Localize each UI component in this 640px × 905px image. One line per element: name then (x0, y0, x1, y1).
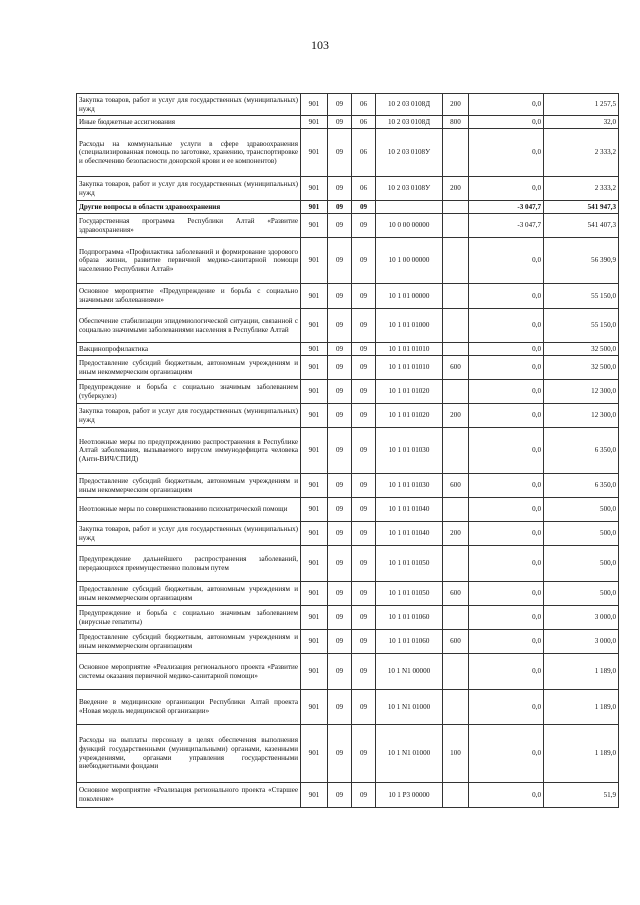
row-name: Обеспечение стабилизации эпидемиологической ситуации, связанной с социально значимыми заболеваниями населения в Республике Алтай (77, 309, 301, 343)
table-row (77, 380, 619, 404)
row-expense-type-code: 800 (443, 116, 469, 129)
row-subsection-code: 09 (352, 654, 376, 690)
row-subsection-code: 09 (352, 309, 376, 343)
row-change-amount: 0,0 (469, 522, 544, 546)
table-row (77, 606, 619, 630)
row-subsection-code: 09 (352, 238, 376, 284)
row-section-code: 09 (328, 129, 352, 177)
row-total-amount: 2 333,2 (544, 129, 619, 177)
table-row (77, 522, 619, 546)
row-name: Закупка товаров, работ и услуг для государственных (муниципальных) нужд (77, 94, 301, 116)
row-change-amount: -3 047,7 (469, 214, 544, 238)
row-change-amount: 0,0 (469, 725, 544, 783)
row-grbs-code: 901 (301, 546, 328, 582)
row-expense-type-code (443, 783, 469, 808)
row-change-amount: 0,0 (469, 546, 544, 582)
table-row (77, 725, 619, 783)
table-row (77, 201, 619, 214)
row-total-amount: 500,0 (544, 546, 619, 582)
row-subsection-code: 06 (352, 116, 376, 129)
row-expense-type-code: 600 (443, 630, 469, 654)
row-name: Основное мероприятие «Предупреждение и борьба с социально значимыми заболеваниями» (77, 284, 301, 309)
row-expense-type-code (443, 380, 469, 404)
row-section-code: 09 (328, 654, 352, 690)
row-name: Основное мероприятие «Реализация регионального проекта «Развитие системы оказания первичной медико-санитарной помощи» (77, 654, 301, 690)
row-section-code: 09 (328, 177, 352, 201)
row-change-amount: 0,0 (469, 498, 544, 522)
row-grbs-code: 901 (301, 690, 328, 725)
row-section-code: 09 (328, 474, 352, 498)
row-name: Предоставление субсидий бюджетным, автономным учреждениям и иным некоммерческим организациям (77, 474, 301, 498)
row-total-amount: 500,0 (544, 582, 619, 606)
row-target-article-code: 10 2 03 0108Д (376, 116, 443, 129)
row-target-article-code: 10 1 01 01020 (376, 404, 443, 428)
row-grbs-code: 901 (301, 783, 328, 808)
row-section-code: 09 (328, 546, 352, 582)
row-change-amount: 0,0 (469, 309, 544, 343)
row-target-article-code: 10 1 01 01010 (376, 356, 443, 380)
row-change-amount: 0,0 (469, 474, 544, 498)
row-target-article-code: 10 1 01 01000 (376, 309, 443, 343)
row-section-code: 09 (328, 284, 352, 309)
row-expense-type-code (443, 428, 469, 474)
row-total-amount: 55 150,0 (544, 309, 619, 343)
row-change-amount: 0,0 (469, 343, 544, 356)
row-grbs-code: 901 (301, 498, 328, 522)
row-total-amount: 500,0 (544, 498, 619, 522)
row-change-amount: 0,0 (469, 428, 544, 474)
row-subsection-code: 09 (352, 284, 376, 309)
row-target-article-code: 10 2 03 0108У (376, 177, 443, 201)
row-expense-type-code: 600 (443, 582, 469, 606)
table-row (77, 94, 619, 116)
row-grbs-code: 901 (301, 201, 328, 214)
row-expense-type-code: 200 (443, 404, 469, 428)
row-expense-type-code (443, 654, 469, 690)
row-section-code: 09 (328, 238, 352, 284)
row-grbs-code: 901 (301, 356, 328, 380)
row-name: Расходы на коммунальные услуги в сфере здравоохранения (специализированная помощь по заготовке, хранению, транспортировке и обеспечению безопасности донорской крови и ее компонентов) (77, 129, 301, 177)
row-subsection-code: 09 (352, 690, 376, 725)
table-row (77, 116, 619, 129)
row-expense-type-code: 100 (443, 725, 469, 783)
budget-table (76, 93, 619, 808)
row-total-amount: 1 189,0 (544, 725, 619, 783)
row-expense-type-code (443, 129, 469, 177)
row-subsection-code: 09 (352, 783, 376, 808)
row-subsection-code: 09 (352, 380, 376, 404)
row-target-article-code: 10 1 01 01060 (376, 630, 443, 654)
row-total-amount: 6 350,0 (544, 428, 619, 474)
row-section-code: 09 (328, 404, 352, 428)
row-name: Предупреждение и борьба с социально значимым заболеванием (вирусные гепатиты) (77, 606, 301, 630)
table-row (77, 214, 619, 238)
row-total-amount: 55 150,0 (544, 284, 619, 309)
table-row (77, 284, 619, 309)
row-subsection-code: 09 (352, 404, 376, 428)
table-row (77, 690, 619, 725)
row-subsection-code: 09 (352, 606, 376, 630)
row-target-article-code (376, 201, 443, 214)
row-total-amount: 32,0 (544, 116, 619, 129)
row-name: Предупреждение дальнейшего распространения заболеваний, передающихся преимущественно половым путем (77, 546, 301, 582)
row-section-code: 09 (328, 309, 352, 343)
row-change-amount: 0,0 (469, 783, 544, 808)
row-target-article-code: 10 2 03 0108Д (376, 94, 443, 116)
row-expense-type-code (443, 214, 469, 238)
row-subsection-code: 09 (352, 522, 376, 546)
table-row (77, 474, 619, 498)
row-section-code: 09 (328, 343, 352, 356)
row-name: Расходы на выплаты персоналу в целях обеспечения выполнения функций государственными (муниципальными) органами, казенными учреждениями, органами управления государственными внебюджетными фондами (77, 725, 301, 783)
row-expense-type-code (443, 343, 469, 356)
row-name: Предоставление субсидий бюджетным, автономным учреждениям и иным некоммерческим организациям (77, 630, 301, 654)
table-row (77, 654, 619, 690)
row-change-amount: 0,0 (469, 606, 544, 630)
table-row (77, 238, 619, 284)
row-total-amount: 1 257,5 (544, 94, 619, 116)
row-section-code: 09 (328, 522, 352, 546)
table-row (77, 343, 619, 356)
row-change-amount: 0,0 (469, 116, 544, 129)
row-target-article-code: 10 1 01 01050 (376, 546, 443, 582)
row-expense-type-code (443, 201, 469, 214)
row-target-article-code: 10 1 P3 00000 (376, 783, 443, 808)
row-name: Закупка товаров, работ и услуг для государственных (муниципальных) нужд (77, 404, 301, 428)
table-row (77, 783, 619, 808)
table-row (77, 309, 619, 343)
row-total-amount: 32 500,0 (544, 356, 619, 380)
row-section-code: 09 (328, 116, 352, 129)
table-row (77, 498, 619, 522)
row-target-article-code: 10 1 01 01040 (376, 498, 443, 522)
table-row (77, 630, 619, 654)
row-grbs-code: 901 (301, 94, 328, 116)
row-target-article-code: 10 1 01 01040 (376, 522, 443, 546)
row-subsection-code: 09 (352, 201, 376, 214)
row-grbs-code: 901 (301, 343, 328, 356)
row-grbs-code: 901 (301, 428, 328, 474)
table-row (77, 177, 619, 201)
row-grbs-code: 901 (301, 522, 328, 546)
row-section-code: 09 (328, 356, 352, 380)
row-expense-type-code (443, 309, 469, 343)
row-expense-type-code (443, 690, 469, 725)
row-total-amount: 6 350,0 (544, 474, 619, 498)
row-name: Закупка товаров, работ и услуг для государственных (муниципальных) нужд (77, 522, 301, 546)
row-target-article-code: 10 1 01 01030 (376, 474, 443, 498)
row-name: Подпрограмма «Профилактика заболеваний и формирование здорового образа жизни, развитие первичной медико-санитарной помощи населению Республики Алтай» (77, 238, 301, 284)
row-subsection-code: 06 (352, 129, 376, 177)
row-total-amount: 2 333,2 (544, 177, 619, 201)
row-subsection-code: 09 (352, 498, 376, 522)
row-change-amount: 0,0 (469, 177, 544, 201)
page-number: 103 (311, 38, 329, 52)
row-grbs-code: 901 (301, 630, 328, 654)
row-total-amount: 51,9 (544, 783, 619, 808)
table-row (77, 404, 619, 428)
row-section-code: 09 (328, 214, 352, 238)
row-name: Иные бюджетные ассигнования (77, 116, 301, 129)
row-subsection-code: 09 (352, 725, 376, 783)
row-grbs-code: 901 (301, 116, 328, 129)
row-section-code: 09 (328, 630, 352, 654)
row-expense-type-code: 600 (443, 474, 469, 498)
row-grbs-code: 901 (301, 380, 328, 404)
row-change-amount: 0,0 (469, 356, 544, 380)
row-grbs-code: 901 (301, 129, 328, 177)
row-total-amount: 56 390,9 (544, 238, 619, 284)
row-expense-type-code (443, 238, 469, 284)
row-change-amount: 0,0 (469, 690, 544, 725)
row-subsection-code: 09 (352, 214, 376, 238)
row-change-amount: 0,0 (469, 582, 544, 606)
row-target-article-code: 10 1 N1 01000 (376, 725, 443, 783)
row-section-code: 09 (328, 428, 352, 474)
row-section-code: 09 (328, 725, 352, 783)
row-grbs-code: 901 (301, 404, 328, 428)
row-grbs-code: 901 (301, 214, 328, 238)
row-section-code: 09 (328, 94, 352, 116)
row-expense-type-code: 200 (443, 94, 469, 116)
row-total-amount: 12 300,0 (544, 404, 619, 428)
row-subsection-code: 09 (352, 356, 376, 380)
row-subsection-code: 09 (352, 546, 376, 582)
row-grbs-code: 901 (301, 474, 328, 498)
row-section-code: 09 (328, 380, 352, 404)
row-change-amount: -3 047,7 (469, 201, 544, 214)
row-grbs-code: 901 (301, 606, 328, 630)
row-change-amount: 0,0 (469, 94, 544, 116)
row-target-article-code: 10 1 00 00000 (376, 238, 443, 284)
row-expense-type-code: 200 (443, 522, 469, 546)
row-target-article-code: 10 1 01 00000 (376, 284, 443, 309)
row-section-code: 09 (328, 201, 352, 214)
row-grbs-code: 901 (301, 654, 328, 690)
row-grbs-code: 901 (301, 309, 328, 343)
row-expense-type-code (443, 284, 469, 309)
row-name: Предупреждение и борьба с социально значимым заболеванием (туберкулез) (77, 380, 301, 404)
row-section-code: 09 (328, 606, 352, 630)
row-name: Неотложные меры по предупреждению распространения в Республике Алтай заболевания, вызываемого вирусом иммунодефицита человека (Анти-ВИЧ/СПИД) (77, 428, 301, 474)
row-subsection-code: 09 (352, 582, 376, 606)
row-change-amount: 0,0 (469, 654, 544, 690)
row-expense-type-code: 200 (443, 177, 469, 201)
row-total-amount: 541 947,3 (544, 201, 619, 214)
row-target-article-code: 10 0 00 00000 (376, 214, 443, 238)
row-subsection-code: 09 (352, 343, 376, 356)
table-row (77, 129, 619, 177)
row-name: Закупка товаров, работ и услуг для государственных (муниципальных) нужд (77, 177, 301, 201)
row-target-article-code: 10 1 01 01030 (376, 428, 443, 474)
row-change-amount: 0,0 (469, 284, 544, 309)
row-total-amount: 32 500,0 (544, 343, 619, 356)
row-name: Введение в медицинские организации Республики Алтай проекта «Новая модель медицинской организации» (77, 690, 301, 725)
row-target-article-code: 10 1 01 01050 (376, 582, 443, 606)
row-name: Другие вопросы в области здравоохранения (77, 201, 301, 214)
table-row (77, 546, 619, 582)
row-total-amount: 1 189,0 (544, 654, 619, 690)
row-total-amount: 541 407,3 (544, 214, 619, 238)
row-subsection-code: 09 (352, 428, 376, 474)
row-target-article-code: 10 1 N1 00000 (376, 654, 443, 690)
row-total-amount: 3 000,0 (544, 606, 619, 630)
row-total-amount: 12 300,0 (544, 380, 619, 404)
row-grbs-code: 901 (301, 725, 328, 783)
row-name: Предоставление субсидий бюджетным, автономным учреждениям и иным некоммерческим организациям (77, 582, 301, 606)
row-grbs-code: 901 (301, 238, 328, 284)
budget-table-body (77, 94, 619, 808)
row-target-article-code: 10 1 01 01020 (376, 380, 443, 404)
row-expense-type-code (443, 546, 469, 582)
row-subsection-code: 06 (352, 177, 376, 201)
row-subsection-code: 06 (352, 94, 376, 116)
row-section-code: 09 (328, 582, 352, 606)
row-section-code: 09 (328, 498, 352, 522)
row-name: Предоставление субсидий бюджетным, автономным учреждениям и иным некоммерческим организациям (77, 356, 301, 380)
row-target-article-code: 10 1 N1 01000 (376, 690, 443, 725)
row-change-amount: 0,0 (469, 129, 544, 177)
row-target-article-code: 10 2 03 0108У (376, 129, 443, 177)
table-row (77, 428, 619, 474)
row-section-code: 09 (328, 783, 352, 808)
row-name: Государственная программа Республики Алтай «Развитие здравоохранения» (77, 214, 301, 238)
row-total-amount: 1 189,0 (544, 690, 619, 725)
row-subsection-code: 09 (352, 630, 376, 654)
row-grbs-code: 901 (301, 177, 328, 201)
row-section-code: 09 (328, 690, 352, 725)
row-change-amount: 0,0 (469, 238, 544, 284)
row-name: Вакцинопрофилактика (77, 343, 301, 356)
row-name: Неотложные меры по совершенствованию психиатрической помощи (77, 498, 301, 522)
row-total-amount: 3 000,0 (544, 630, 619, 654)
row-subsection-code: 09 (352, 474, 376, 498)
row-target-article-code: 10 1 01 01060 (376, 606, 443, 630)
row-change-amount: 0,0 (469, 630, 544, 654)
row-expense-type-code (443, 498, 469, 522)
row-expense-type-code: 600 (443, 356, 469, 380)
row-total-amount: 500,0 (544, 522, 619, 546)
row-expense-type-code (443, 606, 469, 630)
row-grbs-code: 901 (301, 284, 328, 309)
row-target-article-code: 10 1 01 01010 (376, 343, 443, 356)
row-change-amount: 0,0 (469, 404, 544, 428)
table-row (77, 356, 619, 380)
row-change-amount: 0,0 (469, 380, 544, 404)
table-row (77, 582, 619, 606)
row-name: Основное мероприятие «Реализация регионального проекта «Старшее поколение» (77, 783, 301, 808)
row-grbs-code: 901 (301, 582, 328, 606)
